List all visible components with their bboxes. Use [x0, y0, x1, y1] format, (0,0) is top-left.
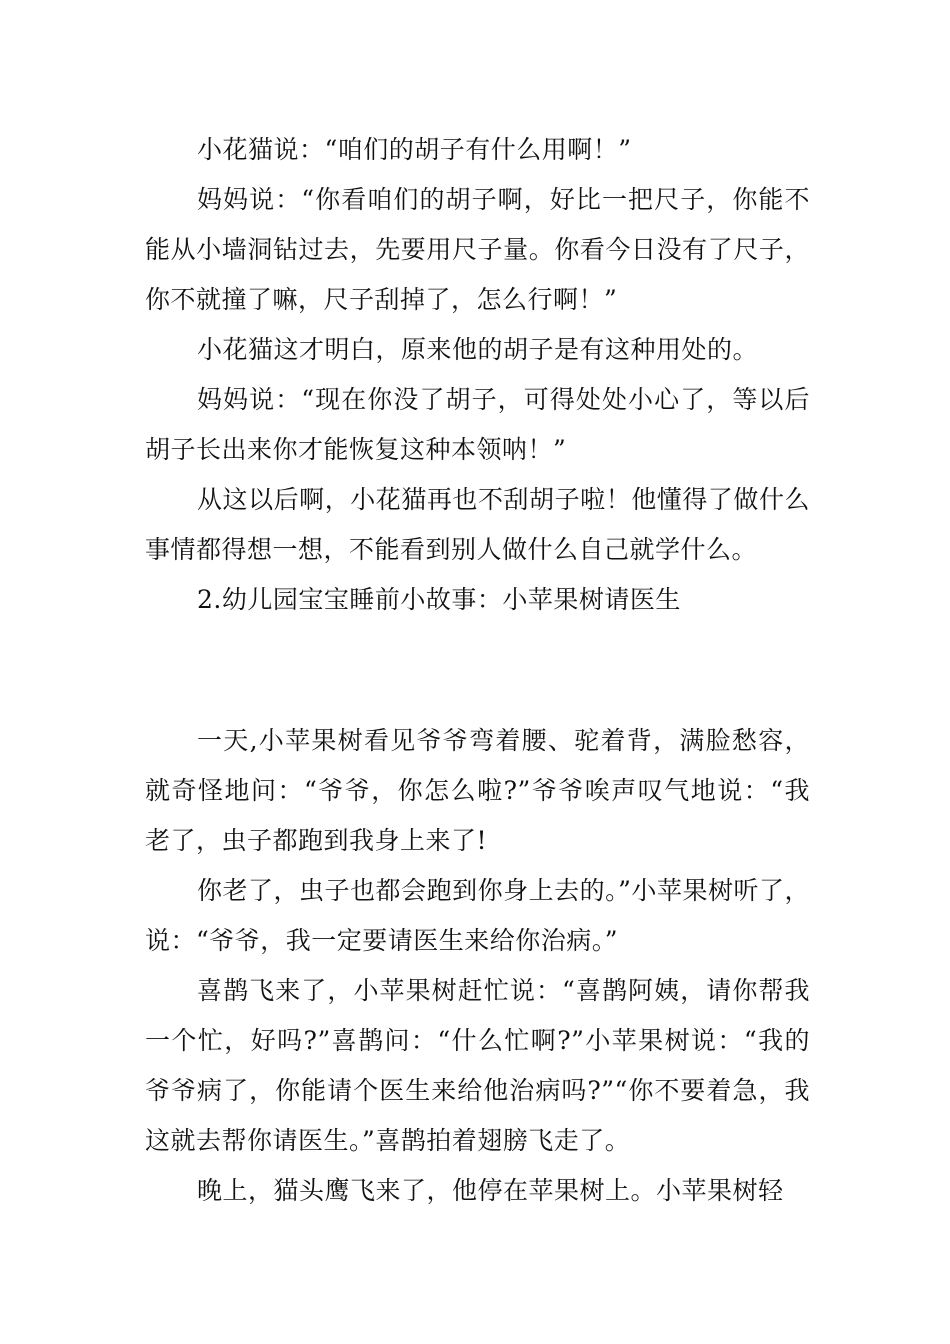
section-heading: 2.幼儿园宝宝睡前小故事：小苹果树请医生	[197, 585, 681, 614]
paragraph: 喜鹊飞来了，小苹果树赶忙说：“喜鹊阿姨，请你帮我一个忙，好吗?”喜鹊问：“什么忙啊?”小苹果树说：“我的爷爷病了，你能请个医生来给他治病吗?”“你不要着急，我这就去帮你请医生。”喜鹊拍着翅膀飞走了。	[145, 976, 810, 1155]
story-text-top	[145, 125, 810, 625]
paragraph: 晚上，猫头鹰飞来了，他停在苹果树上。小苹果树轻	[197, 1176, 784, 1205]
paragraph: 一天,小苹果树看见爷爷弯着腰、驼着背，满脸愁容，就奇怪地问：“爷爷，你怎么啦?”爷爷唉声叹气地说：“我老了，虫子都跑到我身上来了!	[145, 726, 810, 855]
story-text-bottom	[145, 716, 810, 1216]
paragraph: 小花猫这才明白，原来他的胡子是有这种用处的。	[197, 335, 759, 364]
paragraph: 妈妈说：“现在你没了胡子，可得处处小心了，等以后胡子长出来你才能恢复这种本领呐！”	[145, 385, 810, 464]
paragraph: 从这以后啊，小花猫再也不刮胡子啦！他懂得了做什么事情都得想一想，不能看到别人做什么自己就学什么。	[145, 485, 810, 564]
paragraph: 妈妈说：“你看咱们的胡子啊，好比一把尺子，你能不能从小墙洞钻过去，先要用尺子量。你看今日没有了尺子，你不就撞了嘛，尺子刮掉了，怎么行啊！”	[145, 185, 810, 314]
paragraph: 小花猫说：“咱们的胡子有什么用啊！”	[197, 135, 632, 164]
paragraph: 你老了，虫子也都会跑到你身上去的。”小苹果树听了，说：“爷爷，我一定要请医生来给你治病。”	[145, 876, 810, 955]
